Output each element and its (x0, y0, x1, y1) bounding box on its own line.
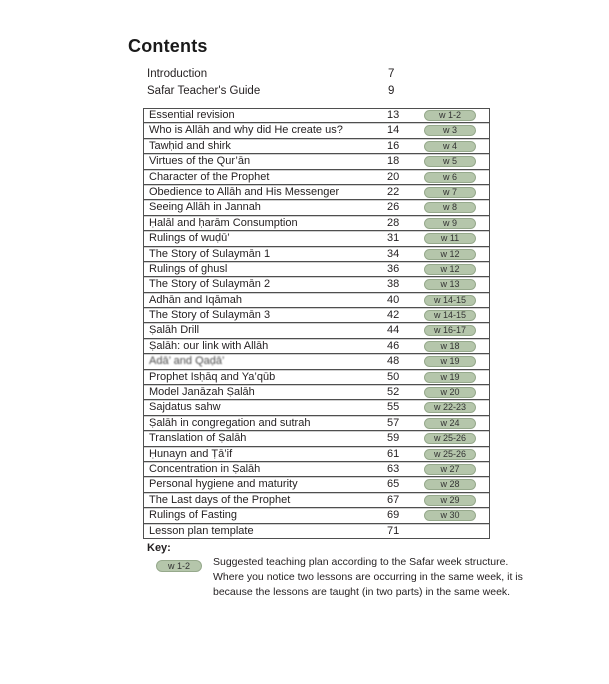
front-matter-row (147, 83, 447, 100)
page-number: 20 (387, 170, 400, 183)
front-matter-list (147, 66, 447, 100)
lesson-title: The Story of Sulaymān 1 (149, 247, 271, 260)
lesson-title: Ṣalāh in congregation and sutrah (149, 416, 311, 429)
lesson-title: The Story of Sulaymān 3 (149, 309, 271, 322)
week-badge: w 25-26 (424, 433, 476, 444)
page-number: 42 (387, 309, 400, 322)
table-row (144, 477, 489, 492)
table-row (144, 231, 489, 246)
week-badge: w 11 (424, 233, 476, 244)
week-badge: w 27 (424, 464, 476, 475)
lesson-title: Rulings of wuḍū’ (149, 232, 230, 245)
week-badge: w 28 (424, 479, 476, 490)
page-number: 65 (387, 478, 400, 491)
page-number: 50 (387, 370, 400, 383)
table-row (144, 139, 489, 154)
page-number: 69 (387, 509, 400, 522)
page-number: 52 (387, 386, 400, 399)
front-matter-page-number: 9 (388, 85, 395, 97)
table-row (144, 447, 489, 462)
lesson-title: Ṣalāh Drill (149, 324, 200, 337)
week-badge: w 3 (424, 125, 476, 136)
page-number: 40 (387, 293, 400, 306)
table-row (144, 154, 489, 169)
front-matter-title: Introduction (147, 68, 208, 80)
key-description-line: because the lessons are taught (in two parts) in the same week. (213, 585, 511, 598)
week-badge: w 5 (424, 156, 476, 167)
lesson-title: Tawḥid and shirk (149, 139, 231, 152)
table-row (144, 216, 489, 231)
page-number: 63 (387, 462, 400, 475)
week-badge: w 22-23 (424, 402, 476, 413)
week-badge: w 8 (424, 202, 476, 213)
page-number: 31 (387, 232, 400, 245)
week-badge: w 29 (424, 495, 476, 506)
week-badge: w 30 (424, 510, 476, 521)
page-number: 26 (387, 201, 400, 214)
table-row (144, 293, 489, 308)
lesson-title: Personal hygiene and maturity (149, 478, 298, 491)
lesson-title: Rulings of Fasting (149, 509, 238, 522)
week-badge: w 4 (424, 141, 476, 152)
table-row (144, 109, 489, 123)
page-number: 13 (387, 109, 400, 121)
key-week-badge: w 1-2 (156, 560, 202, 572)
front-matter-page-number: 7 (388, 68, 395, 80)
lesson-title: Sajdatus sahw (149, 401, 221, 414)
week-badge: w 12 (424, 264, 476, 275)
table-row (144, 277, 489, 292)
table-row (144, 462, 489, 477)
page-number: 22 (387, 185, 400, 198)
page-number: 38 (387, 278, 400, 291)
week-badge: w 14-15 (424, 310, 476, 321)
lesson-title: Translation of Ṣalāh (149, 432, 247, 445)
lesson-title: Concentration in Ṣalāh (149, 462, 261, 475)
page-number: 36 (387, 262, 400, 275)
table-row (144, 370, 489, 385)
page-number: 61 (387, 447, 400, 460)
page-number: 16 (387, 139, 400, 152)
lesson-title: Lesson plan template (149, 524, 254, 537)
page-number: 67 (387, 493, 400, 506)
week-badge: w 7 (424, 187, 476, 198)
page-number: 71 (387, 524, 400, 537)
table-row (144, 123, 489, 138)
page-number: 55 (387, 401, 400, 414)
page-number: 59 (387, 432, 400, 445)
week-badge: w 19 (424, 356, 476, 367)
lesson-title: Essential revision (149, 109, 235, 121)
lesson-title: Ḥunayn and Ṭā’if (149, 447, 233, 460)
table-row (144, 170, 489, 185)
key-description-line: Suggested teaching plan according to the Safar week structure. (213, 556, 509, 568)
table-row (144, 354, 489, 369)
week-badge: w 16-17 (424, 325, 476, 336)
week-badge: w 25-26 (424, 449, 476, 460)
table-row (144, 416, 489, 431)
week-badge: w 19 (424, 372, 476, 383)
week-badge: w 13 (424, 279, 476, 290)
page-number: 44 (387, 324, 400, 337)
lesson-title: Character of the Prophet (149, 170, 270, 183)
page-number: 57 (387, 416, 400, 429)
week-badge: w 18 (424, 341, 476, 352)
lesson-title: The Story of Sulaymān 2 (149, 278, 271, 291)
lesson-title: Ḥalāl and ḥarām Consumption (149, 216, 298, 229)
table-row (144, 262, 489, 277)
table-row (144, 431, 489, 446)
page-number: 34 (387, 247, 400, 260)
page-number: 28 (387, 216, 400, 229)
page-number: 48 (387, 355, 400, 368)
toc-table (143, 108, 490, 539)
lesson-title: Who is Allāh and why did He create us? (149, 124, 343, 137)
page-title: Contents (128, 36, 208, 56)
key-text (213, 555, 543, 599)
page-number: 14 (387, 124, 400, 137)
table-row (144, 308, 489, 323)
page-number: 18 (387, 155, 400, 168)
front-matter-row (147, 66, 447, 83)
key-label: Key: (147, 542, 171, 554)
lesson-title: Ṣalāh: our link with Allāh (149, 339, 269, 352)
page-number: 46 (387, 339, 400, 352)
lesson-title: Adā’ and Qaḍā’ (149, 355, 225, 368)
table-row (144, 508, 489, 523)
table-row (144, 185, 489, 200)
week-badge: w 24 (424, 418, 476, 429)
table-row (144, 524, 489, 539)
week-badge: w 6 (424, 172, 476, 183)
lesson-title: Obedience to Allāh and His Messenger (149, 185, 340, 198)
lesson-title: Prophet Isḥāq and Ya’qūb (149, 370, 276, 383)
week-badge: w 12 (424, 249, 476, 260)
table-row (144, 339, 489, 354)
lesson-title: Seeing Allāh in Jannah (149, 201, 261, 214)
week-badge: w 1-2 (424, 110, 476, 121)
lesson-title: Model Janāzah Ṣalāh (149, 386, 255, 399)
front-matter-title: Safar Teacher's Guide (147, 85, 261, 97)
key-description-line: Where you notice two lessons are occurring in the same week, it is (213, 570, 523, 583)
table-row (144, 400, 489, 415)
week-badge: w 9 (424, 218, 476, 229)
table-row (144, 493, 489, 508)
lesson-title: Adhān and Iqāmah (149, 293, 242, 306)
table-row (144, 385, 489, 400)
lesson-title: Rulings of ghusl (149, 262, 228, 275)
table-row (144, 200, 489, 215)
week-badge: w 20 (424, 387, 476, 398)
week-badge: w 14-15 (424, 295, 476, 306)
lesson-title: The Last days of the Prophet (149, 493, 291, 506)
table-row (144, 247, 489, 262)
lesson-title: Virtues of the Qur’ān (149, 155, 251, 168)
table-row (144, 323, 489, 338)
